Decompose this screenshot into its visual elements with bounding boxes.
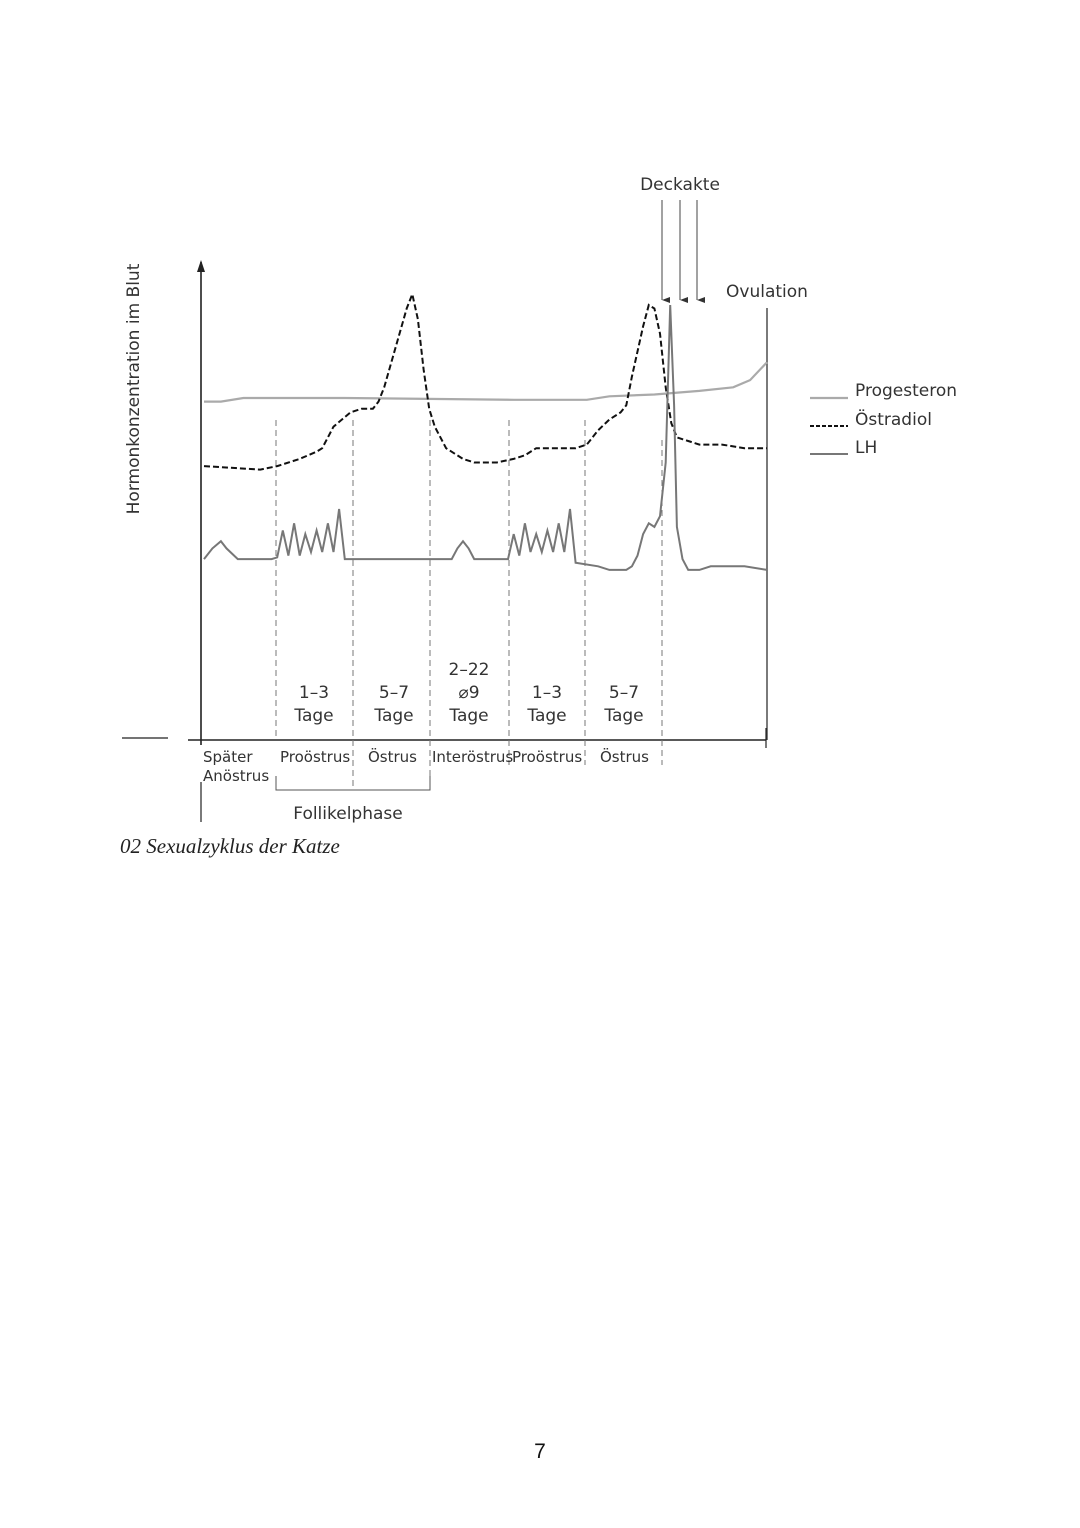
duration-label: Tage	[374, 706, 414, 726]
series-oestradiol-line	[204, 294, 767, 469]
page-number: 7	[534, 1440, 546, 1463]
duration-label: Tage	[604, 706, 644, 726]
phase-label: Später	[203, 748, 253, 766]
legend-label-progesteron: Progesteron	[855, 381, 957, 401]
duration-label: ⌀9	[458, 683, 480, 703]
series-lh-line	[204, 305, 767, 570]
duration-label: 1–3	[298, 683, 330, 703]
phase-label: Anöstrus	[203, 767, 270, 785]
phase-label: Proöstrus	[512, 748, 583, 766]
duration-label: Tage	[527, 706, 567, 726]
duration-label: 5–7	[608, 683, 640, 703]
phase-labels	[203, 747, 649, 785]
duration-label: 2–22	[448, 660, 490, 680]
follikelphase-label: Follikelphase	[293, 804, 403, 824]
y-axis-label: Hormonkonzentration im Blut	[124, 263, 144, 515]
deckakte-label: Deckakte	[640, 175, 720, 195]
legend	[810, 381, 957, 458]
duration-label: Tage	[449, 706, 489, 726]
phase-label: Östrus	[600, 748, 649, 766]
ovulation-label: Ovulation	[726, 282, 808, 302]
phase-separators	[276, 420, 662, 790]
duration-label: 5–7	[378, 683, 410, 703]
series-progesteron-line	[204, 362, 767, 401]
phase-label: Östrus	[368, 748, 417, 766]
y-axis-arrow	[197, 260, 205, 272]
legend-label-lh: LH	[855, 438, 878, 458]
phase-label: Interöstrus	[432, 748, 514, 766]
figure-caption: 02 Sexualzyklus der Katze	[120, 834, 340, 858]
phase-label: Proöstrus	[280, 748, 351, 766]
duration-label: 1–3	[531, 683, 563, 703]
duration-label: Tage	[294, 706, 334, 726]
legend-label-oestradiol: Östradiol	[855, 410, 932, 430]
duration-labels	[293, 660, 643, 726]
